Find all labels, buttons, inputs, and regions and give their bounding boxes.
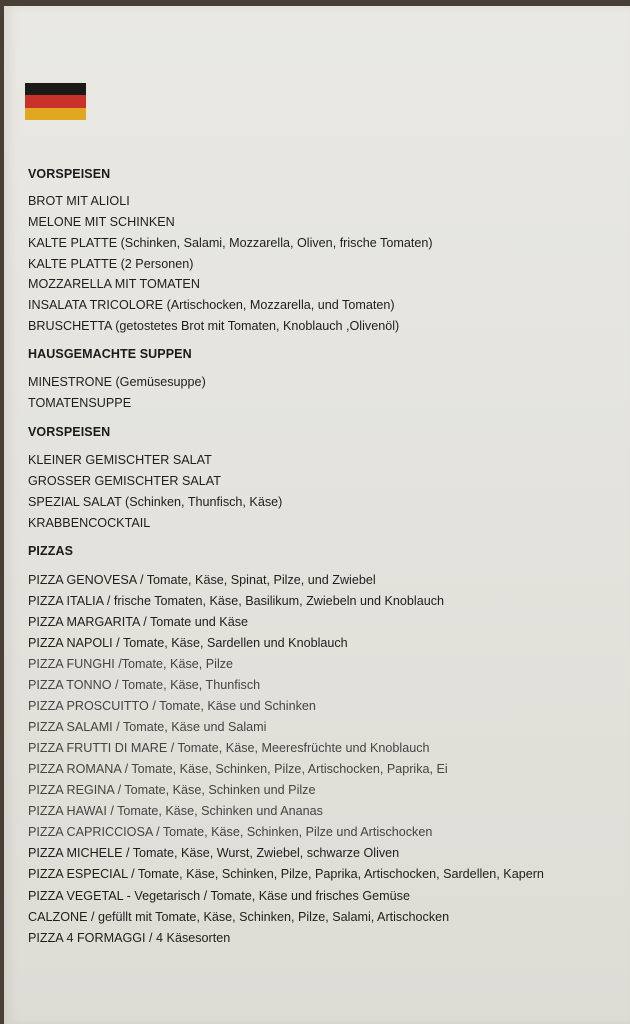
menu-item: PIZZA VEGETAL - Vegetarisch / Tomate, Käse und frisches Gemüse (28, 889, 410, 903)
section-title-pizzas: PIZZAS (28, 544, 74, 558)
menu-item: INSALATA TRICOLORE (Artischocken, Mozzarella, und Tomaten) (28, 298, 395, 312)
section-title-suppen: HAUSGEMACHTE SUPPEN (28, 347, 192, 361)
flag-stripe-gold (25, 108, 86, 120)
menu-item: PIZZA ESPECIAL / Tomate, Käse, Schinken, Pilze, Paprika, Artischocken, Sardellen, Kapern (28, 867, 544, 881)
menu-item: BRUSCHETTA (getostetes Brot mit Tomaten, Knoblauch ,Olivenöl) (28, 319, 400, 333)
menu-item: PIZZA CAPRICCIOSA / Tomate, Käse, Schinken, Pilze und Artischocken (28, 825, 433, 839)
menu-item: PIZZA REGINA / Tomate, Käse, Schinken und Pilze (28, 783, 316, 797)
menu-item: KALTE PLATTE (Schinken, Salami, Mozzarella, Oliven, frische Tomaten) (28, 236, 433, 250)
menu-item: PIZZA TONNO / Tomate, Käse, Thunfisch (28, 678, 261, 692)
menu-item: PIZZA HAWAI / Tomate, Käse, Schinken und Ananas (28, 804, 323, 818)
menu-item: TOMATENSUPPE (28, 396, 132, 410)
menu-item: KLEINER GEMISCHTER SALAT (28, 453, 212, 467)
section-title-vorspeisen-salate: VORSPEISEN (28, 425, 111, 439)
menu-item: PIZZA ROMANA / Tomate, Käse, Schinken, Pilze, Artischocken, Paprika, Ei (28, 762, 448, 776)
menu-item: SPEZIAL SALAT (Schinken, Thunfisch, Käse) (28, 495, 283, 509)
menu-item: PIZZA FUNGHI /Tomate, Käse, Pilze (28, 657, 234, 671)
menu-item: KRABBENCOCKTAIL (28, 516, 151, 530)
menu-page (4, 6, 630, 1024)
menu-item: PIZZA GENOVESA / Tomate, Käse, Spinat, Pilze, und Zwiebel (28, 573, 376, 587)
menu-item: MOZZARELLA MIT TOMATEN (28, 277, 200, 291)
menu-item: MELONE MIT SCHINKEN (28, 215, 175, 229)
menu-item: KALTE PLATTE (2 Personen) (28, 257, 194, 271)
flag-stripe-red (25, 95, 86, 107)
menu-item: PIZZA SALAMI / Tomate, Käse und Salami (28, 720, 267, 734)
menu-item: PIZZA FRUTTI DI MARE / Tomate, Käse, Meeresfrüchte und Knoblauch (28, 741, 430, 755)
menu-item: PIZZA ITALIA / frische Tomaten, Käse, Basilikum, Zwiebeln und Knoblauch (28, 594, 445, 608)
menu-item: PIZZA 4 FORMAGGI / 4 Käsesorten (28, 931, 231, 945)
menu-item: PIZZA PROSCUITTO / Tomate, Käse und Schinken (28, 699, 316, 713)
section-title-vorspeisen: VORSPEISEN (28, 167, 111, 181)
menu-item: PIZZA MARGARITA / Tomate und Käse (28, 615, 249, 629)
menu-item: BROT MIT ALIOLI (28, 194, 130, 208)
menu-item: PIZZA MICHELE / Tomate, Käse, Wurst, Zwiebel, schwarze Oliven (28, 846, 400, 860)
german-flag-icon (25, 83, 86, 120)
menu-item: GROSSER GEMISCHTER SALAT (28, 474, 221, 488)
menu-item: PIZZA NAPOLI / Tomate, Käse, Sardellen und Knoblauch (28, 636, 348, 650)
flag-stripe-black (25, 83, 86, 95)
menu-item: CALZONE / gefüllt mit Tomate, Käse, Schinken, Pilze, Salami, Artischocken (28, 910, 450, 924)
menu-item: MINESTRONE (Gemüsesuppe) (28, 375, 206, 389)
